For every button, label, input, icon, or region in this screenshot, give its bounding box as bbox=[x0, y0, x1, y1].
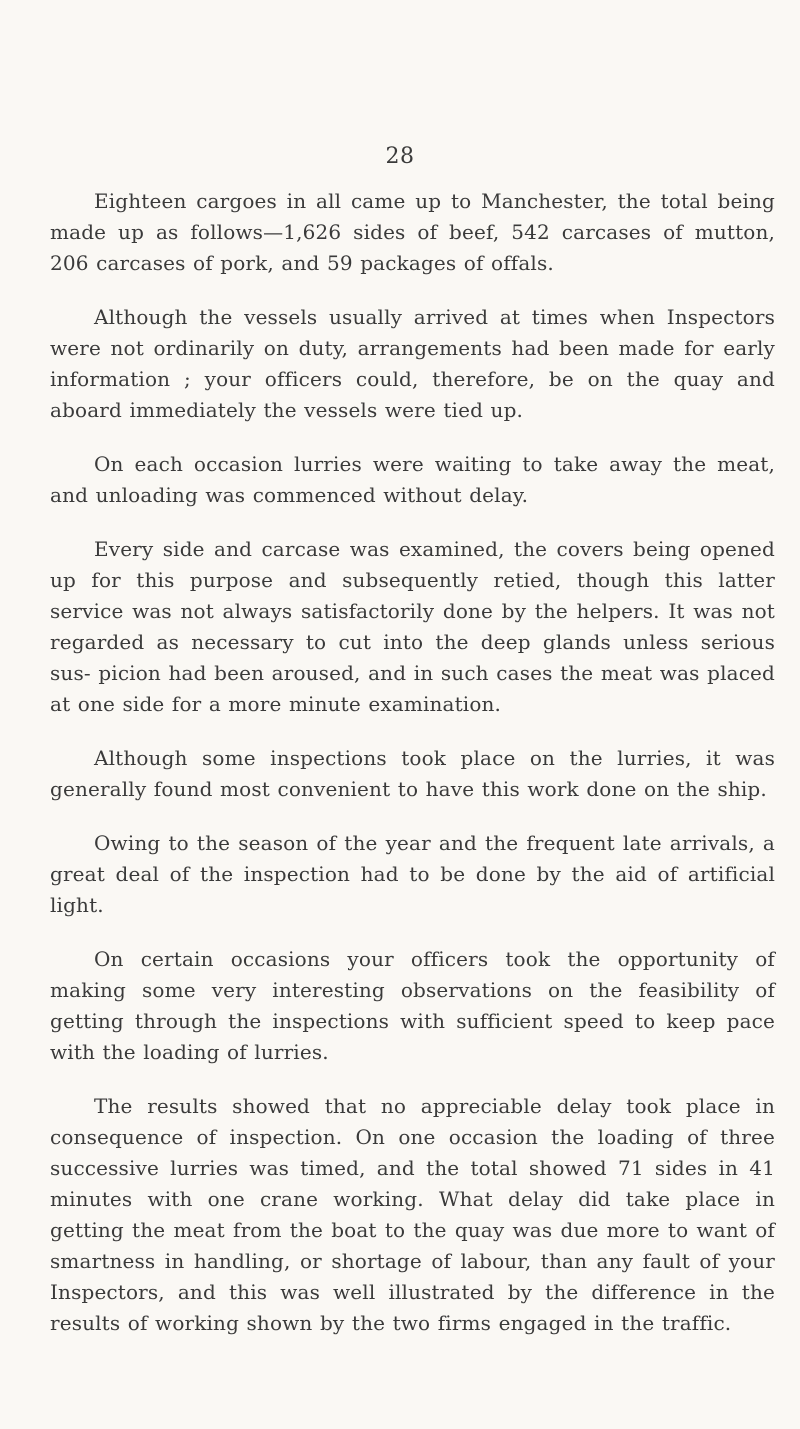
paragraph-observations: On certain occasions your officers took the opportunity of making some very interesting observations on the feasibility of getting through the inspections with sufficient speed to keep pace with the loading of lurries. bbox=[50, 947, 775, 1064]
paragraph-examination: Every side and carcase was examined, the covers being opened up for this purpose and subsequently retied, though this latter service was not always satisfactorily done by the helpers. It was not regarded as necessary to cut into the deep glands unless serious sus- picion had been aroused, and in such cases the meat was placed at one side for a more minute examination. bbox=[50, 537, 775, 716]
paragraph-inspection-location: Although some inspections took place on the lurries, it was generally found most convenient to have this work done on the ship. bbox=[50, 746, 775, 801]
paragraph-lurries-waiting: On each occasion lurries were waiting to take away the meat, and unloading was commenced without delay. bbox=[50, 452, 775, 507]
paragraph-artificial-light: Owing to the season of the year and the frequent late arrivals, a great deal of the inspection had to be done by the aid of artificial light. bbox=[50, 831, 775, 917]
page-number: 28 bbox=[385, 144, 415, 169]
paragraph-arrival-times: Although the vessels usually arrived at times when Inspectors were not ordinarily on duty, arrangements had been made for early information ; your officers could, therefore, be on the quay and aboard immediately the vessels were tied up. bbox=[50, 305, 775, 422]
paragraph-results: The results showed that no appreciable delay took place in consequence of inspection. On one occasion the loading of three successive lurries was timed, and the total showed 71 sides in 41 minutes with one crane working. What delay did take place in getting the meat from the boat to the quay was due more to want of smartness in handling, or shortage of labour, than any fault of your Inspectors, and this was well illustrated by the difference in the results of working shown by the two firms engaged in the traffic. bbox=[50, 1094, 775, 1335]
paragraph-cargoes: Eighteen cargoes in all came up to Manchester, the total being made up as follows—1,626 sides of beef, 542 carcases of mutton, 206 carcases of pork, and 59 packages of offals. bbox=[50, 189, 775, 275]
body-text bbox=[50, 186, 775, 1362]
